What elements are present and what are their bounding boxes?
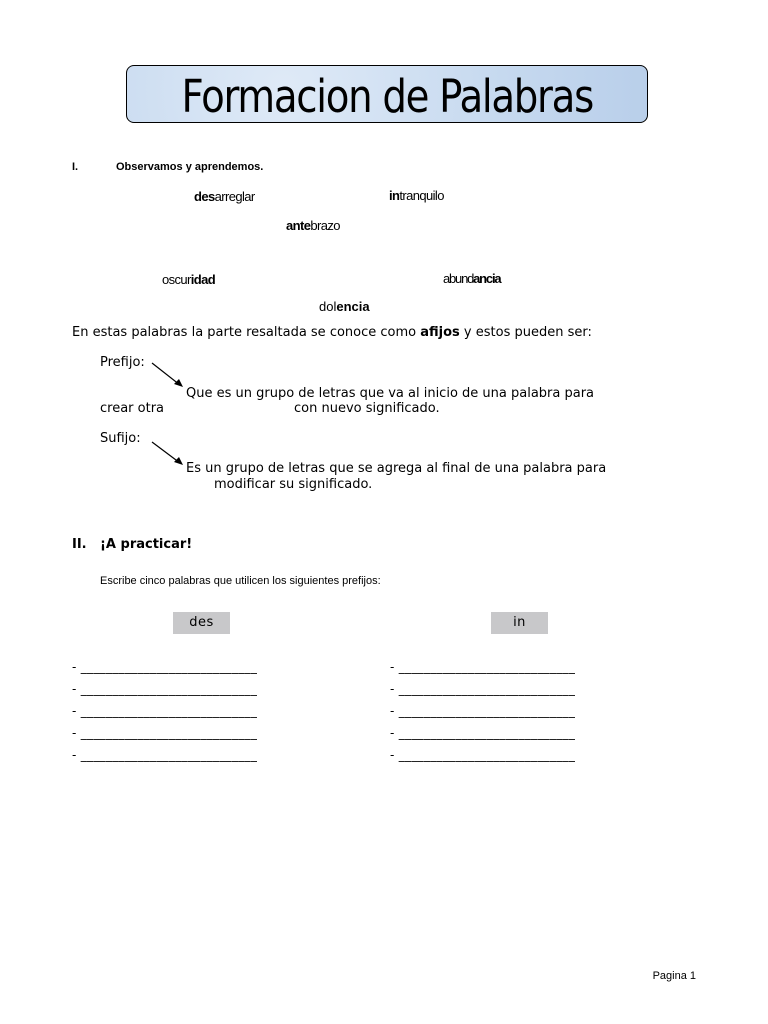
prefijo-arrow <box>150 360 190 390</box>
blank-line-in-1[interactable]: - ____________________________ <box>390 660 576 674</box>
page-number: Pagina 1 <box>652 970 696 982</box>
word-rest: tranquilo <box>399 188 444 203</box>
word-antebrazo <box>286 218 340 233</box>
word-dolencia <box>319 299 370 314</box>
word-rest: oscur <box>162 272 191 287</box>
blank-line-in-5[interactable]: - ____________________________ <box>390 748 576 762</box>
word-rest: abund <box>443 271 474 286</box>
blank-line-in-3[interactable]: - ____________________________ <box>390 704 576 718</box>
prefijo-label: Prefijo: <box>100 355 145 370</box>
explanation-keyword: afijos <box>420 325 460 340</box>
sufijo-definition-line1: Es un grupo de letras que se agrega al final de una palabra para <box>186 461 607 476</box>
affix: ancia <box>473 271 501 286</box>
instruction: Escribe cinco palabras que utilicen los siguientes prefijos: <box>100 575 381 587</box>
prefijo-definition-line1: Que es un grupo de letras que va al inicio de una palabra para <box>186 386 595 401</box>
explanation <box>72 325 592 340</box>
blank-line-des-2[interactable]: - ____________________________ <box>72 682 258 696</box>
affix: ante <box>286 218 311 233</box>
prefijo-definition-line2b: con nuevo significado. <box>294 401 440 416</box>
prefix-box-des: des <box>173 612 230 634</box>
word-rest: brazo <box>310 218 340 233</box>
blank-line-in-2[interactable]: - ____________________________ <box>390 682 576 696</box>
affix: in <box>389 188 400 203</box>
section-1-number: I. <box>72 161 79 173</box>
explanation-text: y estos pueden ser: <box>459 325 592 340</box>
affix: des <box>194 189 215 204</box>
blank-line-des-5[interactable]: - ____________________________ <box>72 748 258 762</box>
blank-line-des-4[interactable]: - ____________________________ <box>72 726 258 740</box>
title-box <box>126 65 648 123</box>
word-rest: arreglar <box>214 189 255 204</box>
section-1-title: Observamos y aprendemos. <box>116 161 264 173</box>
blank-line-des-3[interactable]: - ____________________________ <box>72 704 258 718</box>
word-rest: dol <box>319 299 337 314</box>
sufijo-label: Sufijo: <box>100 431 141 446</box>
blank-line-des-1[interactable]: - ____________________________ <box>72 660 258 674</box>
blank-line-in-4[interactable]: - ____________________________ <box>390 726 576 740</box>
affix: encia <box>336 299 370 314</box>
section-2-title: ¡A practicar! <box>100 537 193 552</box>
explanation-text: En estas palabras la parte resaltada se conoce como <box>72 325 421 340</box>
word-desarreglar <box>194 189 255 204</box>
page-title: Formacion de Palabras <box>181 69 593 123</box>
sufijo-definition-line2: modificar su significado. <box>214 477 373 492</box>
affix: idad <box>190 272 216 287</box>
word-abundancia <box>443 271 500 286</box>
sufijo-arrow <box>150 440 190 470</box>
section-2-number: II. <box>72 537 87 552</box>
prefix-box-in: in <box>491 612 548 634</box>
prefijo-definition-line2a: crear otra <box>100 401 165 416</box>
word-intranquilo <box>389 188 444 203</box>
word-oscuridad <box>162 272 215 287</box>
